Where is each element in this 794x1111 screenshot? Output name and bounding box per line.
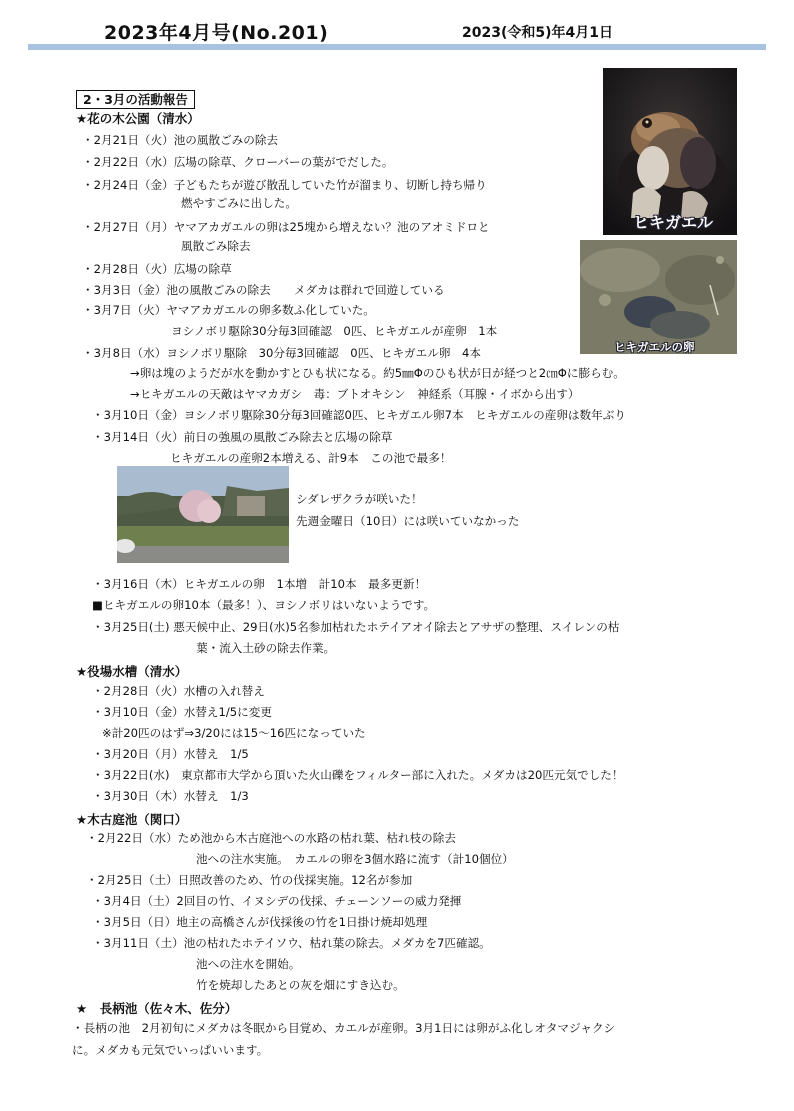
list-item: ・3月30日（木）水替え 1/3 [92, 789, 249, 803]
list-item: ・3月14日（火）前日の強風の風散ごみ除去と広場の除草 [92, 430, 393, 444]
section-title-kikotei-pond: ★木古庭池（関口） [76, 812, 188, 827]
list-item: ・2月27日（月）ヤマアカガエルの卵は25塊から増えない？池のアオミドロと [82, 220, 490, 234]
list-item: 葉・流入土砂の除去作業。 [196, 641, 336, 655]
list-item: 風散ごみ除去 [181, 239, 251, 253]
list-item: ・2月22日（水）ため池から木古庭池への水路の枯れ葉、枯れ枝の除去 [86, 831, 456, 845]
list-item: ・3月5日（日）地主の高橋さんが伐採後の竹を1日掛け焼却処理 [92, 915, 428, 929]
toad-caption: ヒキガエル [633, 213, 714, 232]
toad-eggs-caption: ヒキガエルの卵 [614, 340, 695, 354]
list-item: ・3月25日(土) 悪天候中止、29日(水)5名参加枯れたホテイアオイ除去とアサザの整理、スイレンの枯 [92, 620, 620, 634]
header-divider [28, 44, 766, 50]
list-item: ・2月22日（水）広場の除草、クローバーの葉がでだした。 [82, 155, 394, 169]
sakura-note: シダレザクラが咲いた！ [296, 492, 423, 506]
list-item: →卵は塊のようだが水を動かすとひも状になる。約5㎜Φのひも状が日が経つと2㎝Φに膨らむ。 [130, 366, 625, 380]
section-title-nagae-pond: ★ 長柄池（佐々木、佐分） [76, 1001, 238, 1016]
list-item: ・3月16日（木）ヒキガエルの卵 1本増 計10本 最多更新！ [92, 577, 427, 591]
summary-note: ■ヒキガエルの卵10本（最多！）、ヨシノボリはいないようです。 [92, 598, 436, 612]
list-item: ・長柄の池 2月初旬にメダカは冬眠から目覚め、カエルが産卵。3月1日には卵がふ化しオタマジャクシ [72, 1021, 616, 1035]
list-item: ・3月10日（金）水替え1/5に変更 [92, 705, 272, 719]
list-item: 竹を焼却したあとの灰を畑にすき込む。 [196, 978, 405, 992]
list-item: ヒキガエルの産卵2本増える、計9本 この池で最多！ [170, 451, 452, 465]
sakura-note: 先週金曜日（10日）には咲いていなかった [296, 514, 520, 528]
list-item: ・2月28日（火）広場の除草 [82, 262, 232, 276]
list-item: ・3月3日（金）池の風散ごみの除去 メダカは群れで回遊している [82, 283, 445, 297]
list-item: ・3月11日（土）池の枯れたホテイソウ、枯れ葉の除去。メダカを7匹確認。 [92, 936, 491, 950]
list-item: 燃やすごみに出した。 [181, 196, 297, 210]
list-item: ・2月24日（金）子どもたちが遊び散乱していた竹が溜まり、切断し持ち帰り [82, 178, 487, 192]
newsletter-issue-title: 2023年4月号(No.201) [104, 22, 329, 44]
list-item: ・3月10日（金）ヨシノボリ駆除30分毎3回確認0匹、ヒキガエル卵7本 ヒキガエルの産卵は数年ぶり [92, 408, 626, 422]
list-item: ※計20匹のはず⇒3/20には15～16匹になっていた [102, 726, 366, 740]
report-title: 2・3月の活動報告 [76, 90, 195, 109]
list-item: ・3月7日（火）ヤマアカガエルの卵多数ふ化していた。 [82, 303, 375, 317]
sakura-image [117, 466, 289, 563]
toad-eggs-image [580, 240, 737, 354]
list-item: に。メダカも元気でいっぱいいます。 [72, 1043, 269, 1057]
list-item: ・3月20日（月）水替え 1/5 [92, 747, 249, 761]
list-item: ・2月21日（火）池の風散ごみの除去 [82, 133, 279, 147]
list-item: ヨシノボリ駆除30分毎3回確認 0匹、ヒキガエルが産卵 1本 [171, 324, 498, 338]
toad-eggs-photo [580, 240, 737, 354]
toad-photo [603, 68, 737, 235]
sakura-photo [117, 466, 289, 563]
list-item: →ヒキガエルの天敵はヤマカガシ 毒：ブトオキシン 神経系（耳腺・イボから出す） [130, 387, 580, 401]
issue-date: 2023(令和5)年4月1日 [462, 25, 613, 41]
list-item: 池への注水を開始。 [196, 957, 301, 971]
section-title-yakuba-tank: ★役場水槽（清水） [76, 664, 188, 679]
list-item: ・3月8日（水）ヨシノボリ駆除 30分毎3回確認 0匹、ヒキガエル卵 4本 [82, 346, 481, 360]
list-item: 池への注水実施。 カエルの卵を3個水路に流す（計10個位） [196, 852, 514, 866]
list-item: ・3月4日（土）2回目の竹、イヌシデの伐採、チェーンソーの威力発揮 [92, 894, 462, 908]
list-item: ・3月22日(水) 東京都市大学から頂いた火山礫をフィルター部に入れた。メダカは20匹元気でした！ [92, 768, 624, 782]
list-item: ・2月28日（火）水槽の入れ替え [92, 684, 265, 698]
list-item: ・2月25日（土）日照改善のため、竹の伐採実施。12名が参加 [86, 873, 413, 887]
section-title-hananoki-park: ★花の木公園（清水） [76, 111, 200, 126]
